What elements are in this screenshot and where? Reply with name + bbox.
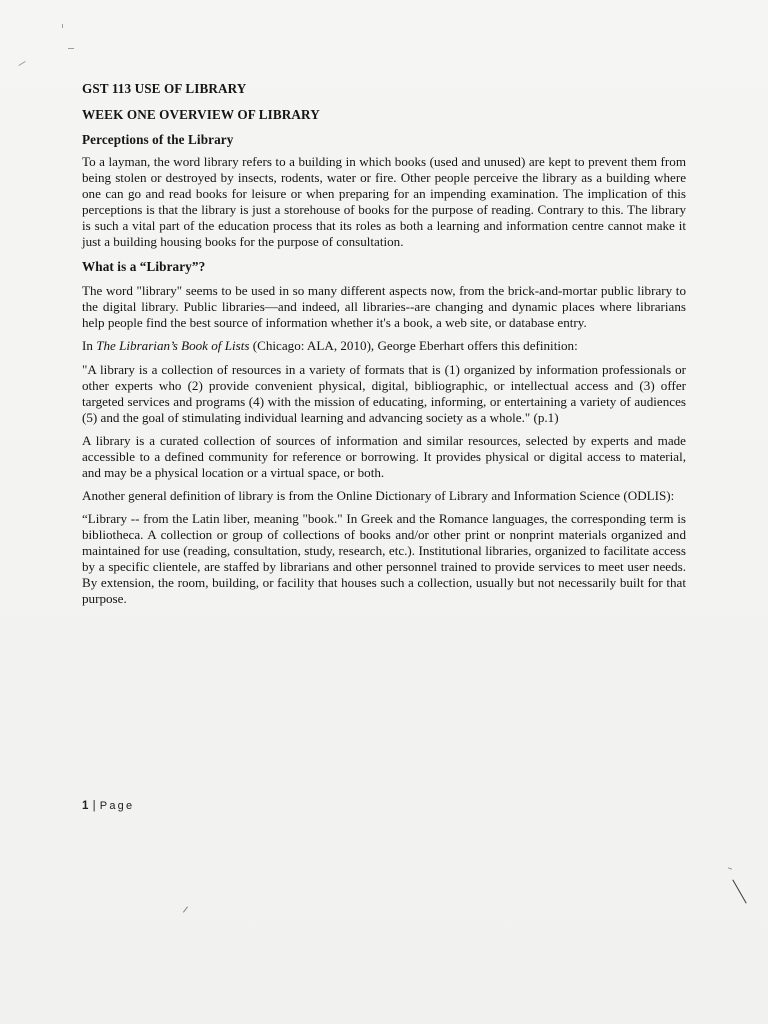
odlis-definition-quote: “Library -- from the Latin liber, meaning "book." In Greek and the Romance languages, the corresponding term is bibliotheca. A collection or group of collections of books and/or other print or nonprint materials organized and maintained for use (reading, consultation, study, research, etc.). Institutional libraries, organized to facilitate access by a specific clientele, are staffed by librarians and other personnel trained to provide services to meet user needs. By extension, the room, building, or facility that houses such a collection, usually but not necessarily built for that purpose.: [82, 511, 686, 606]
eberhart-intro: [82, 338, 686, 354]
eberhart-definition-quote: "A library is a collection of resources in a variety of formats that is (1) organized by information professionals or other experts who (2) provide convenient physical, digital, bibliographic, or intellectual access and (3) offer targeted services and programs (4) with the mission of educating, informing, or entertaining a variety of audiences (5) and the goal of stimulating individual learning and advancing society as a whole." (p.1): [82, 362, 686, 425]
scan-mark: [68, 48, 74, 49]
odlis-intro: Another general definition of library is from the Online Dictionary of Library and Information Science (ODLIS):: [82, 488, 675, 503]
what-is-library-heading: What is a “Library”?: [82, 259, 206, 274]
page-number: 1: [82, 800, 89, 812]
document-content: [82, 80, 686, 614]
scan-mark: [732, 880, 746, 904]
scan-mark: [728, 867, 732, 869]
perceptions-paragraph: To a layman, the word library refers to a building in which books (used and unused) are kept to prevent them from being stolen or destroyed by insects, rodents, water or fire. Other people perceive the library as a building where one can go and read books for leisure or when preparing for an impending examination. The implication of this perceptions is that the library is just a storehouse of books for the purpose of reading. Contrary to this. The library is such a vital part of the education process that its roles as both a learning and information centre cannot make it just a building housing books for the purpose of consultation.: [82, 154, 686, 249]
week-title: WEEK ONE OVERVIEW OF LIBRARY: [82, 107, 320, 122]
scan-mark: [18, 61, 25, 66]
footer-separator: |: [92, 800, 96, 812]
scan-mark: [62, 24, 63, 28]
eberhart-book-title: The Librarian’s Book of Lists: [96, 338, 250, 353]
page-footer: [82, 800, 134, 812]
library-overview-paragraph: The word "library" seems to be used in so many different aspects now, from the brick-and-mortar public library to the digital library. Public libraries—and indeed, all libraries--are changing and dynamic places where librarians help people find the best source of information whether it's a book, a web site, or database entry.: [82, 283, 686, 330]
page-label: Page: [99, 800, 135, 812]
course-title: GST 113 USE OF LIBRARY: [82, 81, 247, 96]
eberhart-intro-prefix: In: [82, 338, 97, 353]
eberhart-intro-suffix: (Chicago: ALA, 2010), George Eberhart offers this definition:: [249, 338, 578, 353]
perceptions-heading: Perceptions of the Library: [82, 132, 234, 147]
scan-mark: [183, 906, 188, 912]
curated-library-definition: A library is a curated collection of sources of information and similar resources, selected by experts and made accessible to a defined community for reference or borrowing. It provides physical or digital access to material, and may be a physical location or a virtual space, or both.: [82, 433, 686, 480]
